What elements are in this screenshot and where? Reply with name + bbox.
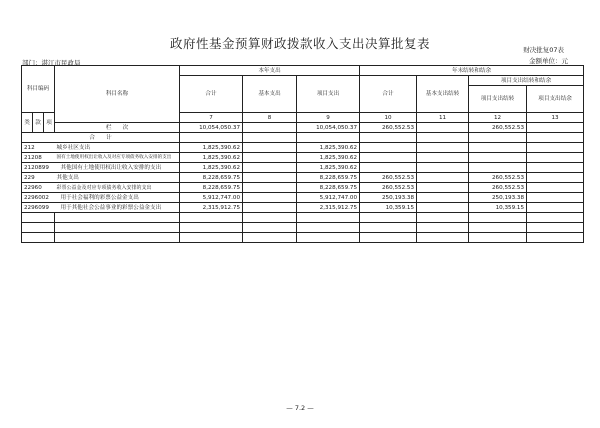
table-row: [22, 203, 584, 213]
total-row-project-surplus: [527, 123, 584, 133]
total-row-basic-carry: [417, 123, 469, 133]
row-project-carry: [469, 143, 527, 153]
row-total: 8,228,659.75: [180, 183, 243, 193]
header-current-year: 本年支出: [180, 66, 360, 76]
approval-table: [21, 65, 584, 243]
row-name: 国有土地使用权出让收入及对应专项债务收入安排的支出: [55, 153, 180, 163]
header-project-carry-group: 项目支出结转和结余: [469, 76, 584, 86]
empty-row: [22, 233, 584, 243]
row-project: 1,825,390.62: [297, 153, 360, 163]
col-num: 10: [360, 113, 417, 123]
row-total: 8,228,659.75: [180, 173, 243, 183]
empty-row: [22, 223, 584, 233]
table-row: [22, 173, 584, 183]
row-name: 其他国有土地使用权出让收入安排的支出: [55, 163, 180, 173]
header-total: 合计: [180, 76, 243, 113]
row-project-carry: [469, 163, 527, 173]
row-code: 2120899: [22, 163, 55, 173]
page-number: — 7.2 —: [286, 404, 314, 412]
table-row: [22, 193, 584, 203]
row-ye-total: [360, 163, 417, 173]
row-basic: [243, 183, 297, 193]
total-row-total: 10,054,050.37: [180, 123, 243, 133]
row-name: 其他支出: [55, 173, 180, 183]
row-name: 用于其他社会公益事业的彩票公益金支出: [55, 203, 180, 213]
row-project: 1,825,390.62: [297, 143, 360, 153]
header-project-surplus: 项目支出结余: [527, 86, 584, 113]
header-year-end: 年末结转和结余: [360, 66, 584, 76]
unit-label: 金额单位：元: [529, 57, 568, 65]
table-row: [22, 163, 584, 173]
row-name: 彩票公益金及对应专项债务收入安排的支出: [55, 183, 180, 193]
table-row: [22, 183, 584, 193]
row-basic: [243, 203, 297, 213]
row-total: 5,912,747.00: [180, 193, 243, 203]
row-project-surplus: [527, 203, 584, 213]
row-project-surplus: [527, 193, 584, 203]
total-row-project-carry: 260,552.53: [469, 123, 527, 133]
row-project-carry: [469, 153, 527, 163]
row-basic-carry: [417, 153, 469, 163]
row-project-carry: 260,552.53: [469, 183, 527, 193]
row-basic-carry: [417, 163, 469, 173]
row-project-surplus: [527, 143, 584, 153]
row-project-surplus: [527, 153, 584, 163]
row-name: 城乡社区支出: [55, 143, 180, 153]
row-basic: [243, 143, 297, 153]
row-basic-carry: [417, 143, 469, 153]
row-project: 8,228,659.75: [297, 173, 360, 183]
row-project-surplus: [527, 183, 584, 193]
header-lei: 类: [22, 113, 33, 133]
row-ye-total: 260,552.53: [360, 173, 417, 183]
col-num: 13: [527, 113, 584, 123]
row-code: 229: [22, 173, 55, 183]
row-project-carry: 250,193.38: [469, 193, 527, 203]
table-row: [22, 143, 584, 153]
header-project: 项目支出: [297, 76, 360, 113]
row-code: 21208: [22, 153, 55, 163]
header-xiang: 项: [44, 113, 55, 133]
row-total: 1,825,390.62: [180, 143, 243, 153]
row-code: 212: [22, 143, 55, 153]
row-project: 5,912,747.00: [297, 193, 360, 203]
total-row-basic: [243, 123, 297, 133]
form-number: 财决批复07表: [523, 46, 564, 54]
total-row-project: 10,054,050.37: [297, 123, 360, 133]
row-total: 2,315,912.75: [180, 203, 243, 213]
row-code: 22960: [22, 183, 55, 193]
row-ye-total: 10,359.15: [360, 203, 417, 213]
department-label: 部门：湛江市民政局: [22, 59, 81, 67]
row-basic: [243, 173, 297, 183]
header-basic-carry: 基本支出结转: [417, 76, 469, 113]
row-project-carry: 10,359.15: [469, 203, 527, 213]
header-basic: 基本支出: [243, 76, 297, 113]
total-row-ye-total: 260,552.53: [360, 123, 417, 133]
row-label-lanci: 栏 次: [55, 123, 180, 133]
row-project: 2,315,912.75: [297, 203, 360, 213]
row-code: 2296099: [22, 203, 55, 213]
row-total: 1,825,390.62: [180, 153, 243, 163]
row-basic: [243, 193, 297, 203]
row-basic-carry: [417, 193, 469, 203]
row-basic-carry: [417, 183, 469, 193]
row-ye-total: 250,193.38: [360, 193, 417, 203]
header-subject-code: 科目编码: [22, 66, 55, 113]
page-title: 政府性基金预算财政拨款收入支出决算批复表: [169, 36, 430, 51]
header-project-carry: 项目支出结转: [469, 86, 527, 113]
row-ye-total: [360, 143, 417, 153]
col-num: 7: [180, 113, 243, 123]
row-project: 8,228,659.75: [297, 183, 360, 193]
row-basic: [243, 153, 297, 163]
col-num: 11: [417, 113, 469, 123]
row-basic: [243, 163, 297, 173]
row-label-heji: 合 计: [22, 133, 180, 143]
row-project-surplus: [527, 173, 584, 183]
row-basic-carry: [417, 173, 469, 183]
row-total: 1,825,390.62: [180, 163, 243, 173]
header-subject-name: 科目名称: [55, 66, 180, 123]
empty-row: [22, 213, 584, 223]
col-num: 9: [297, 113, 360, 123]
table-row: [22, 153, 584, 163]
row-basic-carry: [417, 203, 469, 213]
col-num: 12: [469, 113, 527, 123]
header-ye-total: 合计: [360, 76, 417, 113]
col-num: 8: [243, 113, 297, 123]
row-ye-total: 260,552.53: [360, 183, 417, 193]
row-project-carry: 260,552.53: [469, 173, 527, 183]
row-ye-total: [360, 153, 417, 163]
row-code: 2296002: [22, 193, 55, 203]
row-project-surplus: [527, 163, 584, 173]
row-project: 1,825,390.62: [297, 163, 360, 173]
header-kuan: 款: [33, 113, 44, 133]
row-name: 用于社会福利的彩票公益金支出: [55, 193, 180, 203]
